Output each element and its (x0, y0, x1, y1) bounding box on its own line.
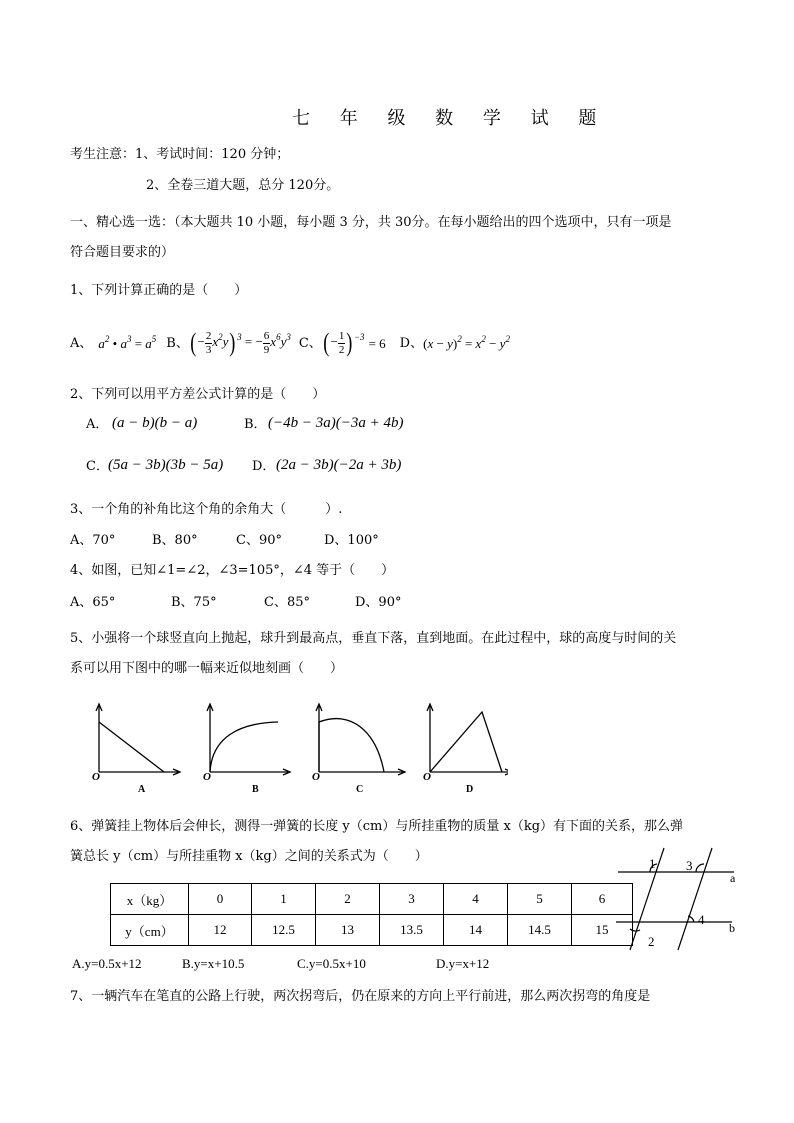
q1-option-d-label: D、 (399, 335, 424, 351)
table-cell: 14 (444, 915, 508, 946)
table-cell: 13.5 (380, 915, 444, 946)
q2-option-b-expr: (−4b − 3a)(−3a + 4b) (268, 415, 404, 431)
q6-line-1: 6、弹簧挂上物体后会伸长，测得一弹簧的长度 y（cm）与所挂重物的质量 x（kg）有下面的关系，那么弹 (70, 819, 684, 834)
q6-option-a: A.y=0.5x+12 (72, 956, 142, 971)
graph-c (316, 704, 405, 775)
q5-line-1: 5、小强将一个球竖直向上抛起，球升到最高点，垂直下落，直到地面。在此过程中，球的高度与时间的关 (70, 631, 677, 646)
q3-option-a: A、70° (70, 533, 116, 548)
table-cell: 4 (444, 884, 508, 915)
table-header-y: y（cm） (111, 915, 189, 946)
table-header-x: x（kg） (111, 884, 189, 915)
q6-option-b: B.y=x+10.5 (182, 956, 245, 971)
q2-option-d-label: D． (252, 459, 276, 474)
graph-d-origin: O (423, 771, 431, 783)
q1-option-a-label: A、 (70, 335, 93, 351)
graph-a-label: A (138, 784, 146, 795)
q2-option-a-label: A． (86, 417, 109, 432)
q6-line-2: 簧总长 y（cm）与所挂重物 x（kg）之间的关系式为（ ） (70, 849, 428, 864)
section1-heading-cont: 符合题目要求的） (70, 245, 175, 260)
q6-option-c: C.y=0.5x+10 (297, 956, 366, 971)
table-cell: 14.5 (508, 915, 572, 946)
q1-option-c-expr: (− $\frac{1}{2}$ )$^{-3}$ (323, 328, 365, 357)
graph-b-origin: O (203, 771, 211, 783)
angle-label-3: 3 (686, 858, 693, 873)
table-cell: 12.5 (252, 915, 316, 946)
q6-data-table (110, 883, 633, 946)
q3-option-c: C、90° (236, 533, 282, 548)
q4-option-b: B、75° (171, 595, 217, 610)
section1-heading: 一、精心选一选：（本大题共 10 小题，每小题 3 分，共 30分。在每小题给出的四个选项中，只有一项是 (70, 215, 672, 230)
transversal-2 (678, 848, 712, 950)
table-row-y (111, 915, 633, 946)
q2-option-b-label: B． (244, 417, 267, 432)
angle-label-4: 4 (698, 912, 705, 927)
parallel-lines-figure (612, 846, 752, 956)
q3-option-b: B、80° (152, 533, 198, 548)
table-cell: 1 (252, 884, 316, 915)
q3-stem: 3、一个角的补角比这个角的余角大（ ）. (70, 502, 343, 517)
table-cell: 15 (572, 915, 633, 946)
table-cell: 3 (380, 884, 444, 915)
angle-label-1: 1 (649, 856, 656, 871)
graph-a-origin: O (92, 771, 100, 783)
graph-d (427, 704, 508, 775)
table-cell: 2 (316, 884, 380, 915)
q1-option-b-expr: (− $\frac{2}{3}$ $x^2y)^3$ = − $\frac{6}{9}$ $x^6y^3$ (190, 328, 291, 357)
line-label-b: b (729, 921, 735, 935)
angle-3-arc (696, 864, 704, 872)
q5-line-2: 系可以用下图中的哪一幅来近似地刻画（ ） (70, 661, 344, 676)
q3-option-d: D、100° (324, 533, 379, 548)
graph-c-origin: O (312, 771, 320, 783)
notice-line-2: 2、全卷三道大题，总分 120分。 (146, 178, 340, 193)
q1-stem: 1、下列计算正确的是（ ） (70, 283, 248, 298)
graph-a (96, 704, 180, 775)
q1-option-c-label: C、 (298, 335, 322, 351)
q4-option-a: A、65° (70, 595, 116, 610)
q5-graphs (88, 700, 508, 800)
graph-d-label: D (466, 784, 474, 795)
graph-c-label: C (356, 784, 364, 795)
table-cell: 6 (572, 884, 633, 915)
q4-option-c: C、85° (264, 595, 310, 610)
table-cell: 13 (316, 915, 380, 946)
q1-option-a-expr: $a^2$ • $a^3 = a^5$ (98, 333, 157, 351)
angle-label-2: 2 (648, 934, 655, 949)
q1-option-b-label: B、 (166, 335, 189, 351)
q7-line-1: 7、一辆汽车在笔直的公路上行驶，两次拐弯后，仍在原来的方向上平行前进，那么两次拐弯的角度是 (70, 989, 651, 1004)
q4-option-d: D、90° (355, 595, 402, 610)
graph-b-label: B (252, 784, 259, 795)
graph-b (207, 704, 290, 775)
transversal-1 (630, 848, 664, 950)
q2-option-c-expr: (5a − 3b)(3b − 5a) (108, 457, 224, 473)
q1-option-d-expr: $(x - y)^2 = x^2 - y^2$ (423, 333, 510, 351)
table-row-x (111, 884, 633, 915)
notice-line-1: 考生注意：1、考试时间：120 分钟； (70, 147, 290, 162)
q2-stem: 2、下列可以用平方差公式计算的是（ ） (70, 387, 326, 402)
table-cell: 0 (189, 884, 252, 915)
q2-option-a-expr: (a − b)(b − a) (112, 415, 198, 431)
angle-2-arc (630, 929, 640, 931)
q1-option-c-rhs: = 6 (368, 335, 386, 351)
q1-options (70, 323, 510, 363)
q2-option-c-label: C． (86, 459, 109, 474)
q2-option-d-expr: (2a − 3b)(−2a + 3b) (276, 457, 402, 473)
page-title: 七 年 级 数 学 试 题 (292, 108, 609, 129)
table-cell: 5 (508, 884, 572, 915)
table-cell: 12 (189, 915, 252, 946)
q6-option-d: D.y=x+12 (436, 956, 490, 971)
q4-stem: 4、如图，已知∠1=∠2，∠3=105°，∠4 等于（ ） (70, 563, 395, 578)
line-label-a: a (730, 871, 736, 885)
